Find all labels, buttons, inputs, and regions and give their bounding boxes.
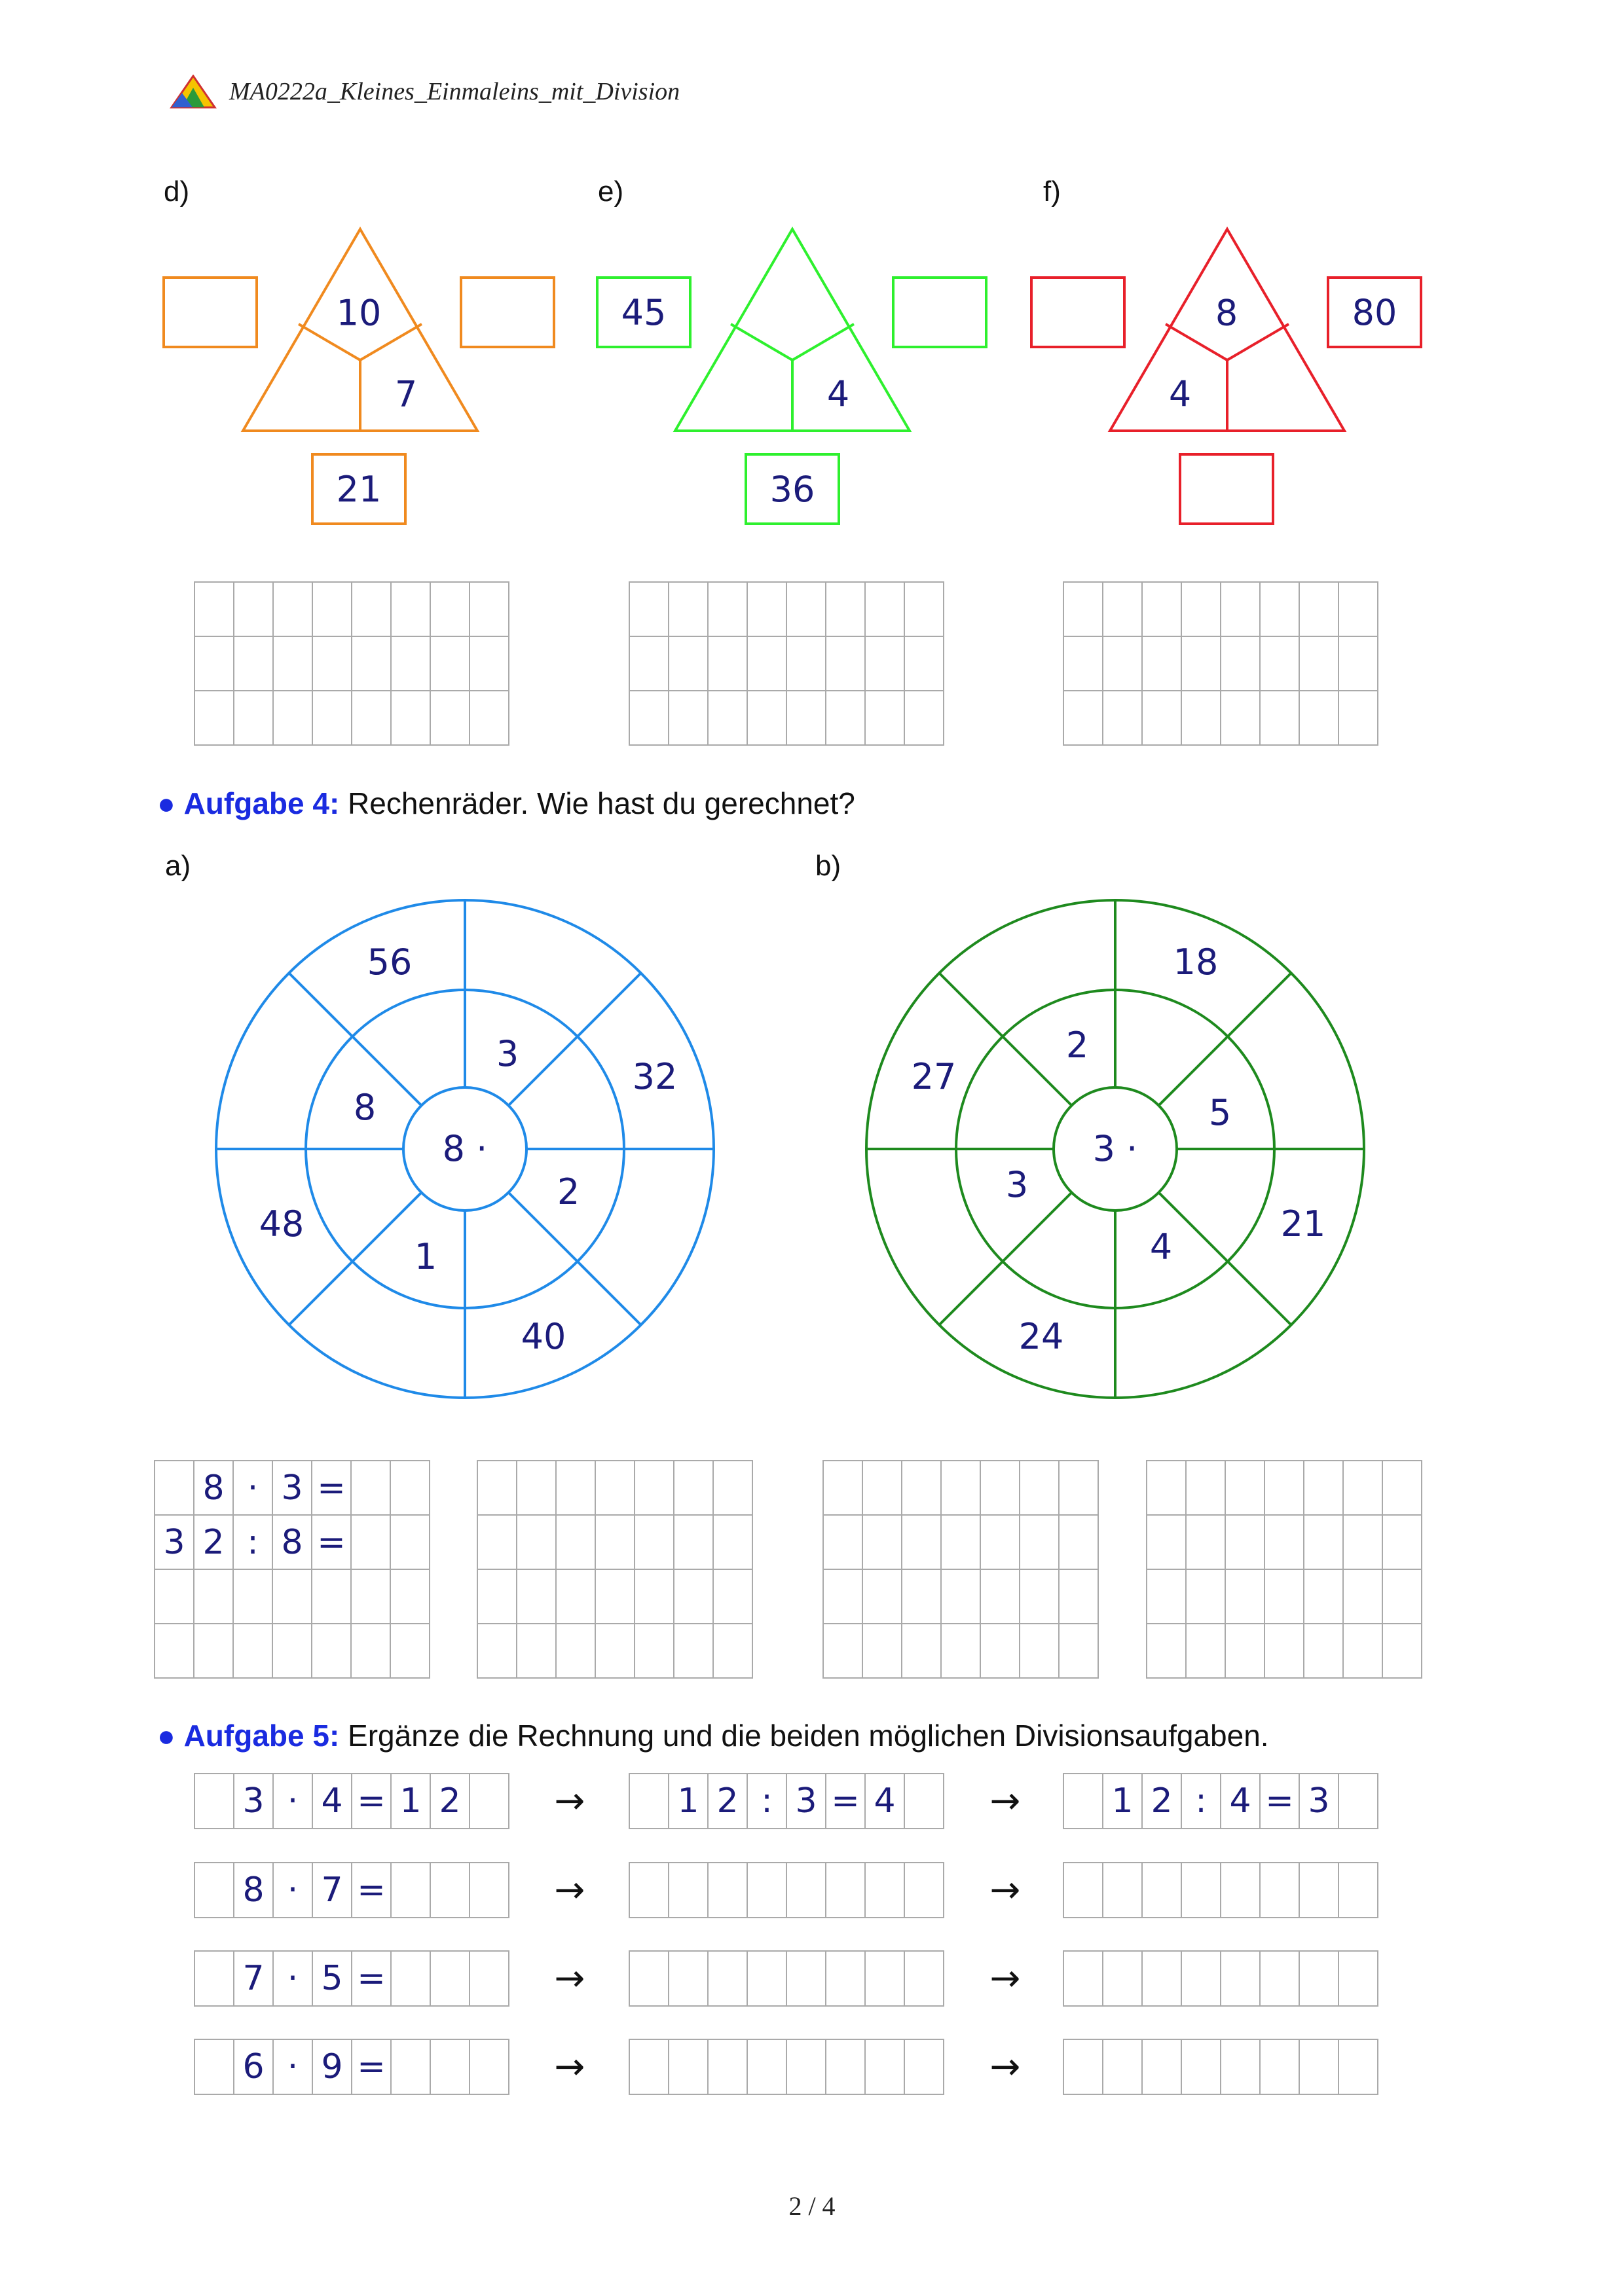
wheel-a-inner-0: 3 <box>496 1033 519 1074</box>
task5-cell[interactable] <box>747 1951 786 2006</box>
task5-cell[interactable] <box>629 1951 669 2006</box>
task5-cell[interactable] <box>669 2039 708 2094</box>
task5-cell[interactable]: = <box>1260 1774 1299 1829</box>
arrow-icon: → <box>554 2045 585 2088</box>
task5-cell[interactable]: 8 <box>234 1863 273 1918</box>
wheel-a-inner-2: 1 <box>414 1236 437 1277</box>
task5-cell[interactable] <box>1221 2039 1260 2094</box>
task5-cell[interactable] <box>786 1863 826 1918</box>
wheel-b-outer-0: 18 <box>1173 941 1219 983</box>
task5-cell[interactable] <box>1181 2039 1221 2094</box>
task5-cell[interactable]: 4 <box>865 1774 904 1829</box>
task5-cell[interactable] <box>1142 1951 1181 2006</box>
answer-grid-d[interactable] <box>194 581 509 746</box>
task5-bullet: ● <box>157 1719 175 1753</box>
task5-cell[interactable]: · <box>273 1951 312 2006</box>
task5-cell[interactable] <box>470 1863 509 1918</box>
task5-cell[interactable] <box>194 1951 234 2006</box>
box-d-left[interactable] <box>162 276 258 348</box>
box-e-left[interactable]: 45 <box>596 276 692 348</box>
task5-row-3-div2[interactable] <box>1063 2039 1378 2095</box>
wheel-a-outer-2: 48 <box>259 1203 304 1245</box>
task5-cell[interactable] <box>747 1863 786 1918</box>
task5-cell[interactable] <box>669 1863 708 1918</box>
task5-cell[interactable] <box>747 2039 786 2094</box>
task4-text: Rechenräder. Wie hast du gerechnet? <box>348 786 855 820</box>
task5-cell[interactable] <box>1221 1863 1260 1918</box>
label-d: d) <box>164 175 190 208</box>
wheel-a-inner-1: 2 <box>557 1171 580 1212</box>
box-d-bottom[interactable]: 21 <box>311 453 407 525</box>
answer-grid-e[interactable] <box>629 581 944 746</box>
task5-cell[interactable]: : <box>747 1774 786 1829</box>
task5-cell[interactable] <box>708 1951 747 2006</box>
wheel-b-inner-3: 3 <box>1005 1164 1029 1205</box>
task5-cell[interactable] <box>1103 1951 1142 2006</box>
task5-cell[interactable]: = <box>352 2039 391 2094</box>
task5-cell[interactable]: 2 <box>1142 1774 1181 1829</box>
task5-cell[interactable]: 1 <box>1103 1774 1142 1829</box>
task4-grid-2[interactable] <box>477 1460 753 1679</box>
task5-cell[interactable] <box>430 2039 470 2094</box>
task5-cell[interactable]: 1 <box>391 1774 430 1829</box>
task5-cell[interactable]: = <box>826 1774 865 1829</box>
label-wheel-a: a) <box>165 850 191 882</box>
arrow-icon: → <box>989 2045 1021 2088</box>
task5-cell[interactable]: 4 <box>1221 1774 1260 1829</box>
task5-cell[interactable] <box>1338 1863 1378 1918</box>
task5-cell[interactable] <box>1221 1951 1260 2006</box>
task5-cell[interactable] <box>1103 2039 1142 2094</box>
task5-cell[interactable]: · <box>273 2039 312 2094</box>
label-wheel-b: b) <box>815 850 841 882</box>
task5-cell[interactable] <box>1260 1863 1299 1918</box>
arrow-icon: → <box>554 1779 585 1823</box>
triangle-e-bottom-right: 4 <box>826 373 850 415</box>
task5-cell[interactable] <box>1181 1863 1221 1918</box>
task5-cell[interactable] <box>1142 1863 1181 1918</box>
task5-cell[interactable] <box>629 1774 669 1829</box>
wheel-b-center: 3 · <box>1092 1128 1138 1169</box>
task5-cell[interactable] <box>1338 1774 1378 1829</box>
task5-cell[interactable]: 1 <box>669 1774 708 1829</box>
task5-cell[interactable] <box>904 1774 944 1829</box>
triangle-f-top: 8 <box>1215 292 1238 334</box>
task5-cell[interactable] <box>708 1863 747 1918</box>
task4-title: Aufgabe 4: <box>183 786 340 820</box>
task5-cell[interactable] <box>430 1951 470 2006</box>
task5-row-0-mult[interactable] <box>194 1773 509 1829</box>
task5-cell[interactable] <box>1260 1951 1299 2006</box>
task5-cell[interactable] <box>865 1951 904 2006</box>
task5-cell[interactable] <box>1063 1774 1103 1829</box>
box-f-right[interactable]: 80 <box>1327 276 1422 348</box>
task5-cell[interactable] <box>1338 1951 1378 2006</box>
task5-cell[interactable] <box>786 2039 826 2094</box>
box-f-bottom[interactable] <box>1179 453 1274 525</box>
task5-cell[interactable]: 3 <box>786 1774 826 1829</box>
arrow-icon: → <box>554 1957 585 2000</box>
task5-cell[interactable] <box>826 1863 865 1918</box>
task5-cell[interactable] <box>1299 1863 1338 1918</box>
task5-row-2-mult[interactable] <box>194 1950 509 2007</box>
task5-cell[interactable] <box>1181 1951 1221 2006</box>
task5-cell[interactable]: 2 <box>708 1774 747 1829</box>
task5-row-1-mult[interactable] <box>194 1862 509 1918</box>
wheel-b-inner-1: 5 <box>1208 1092 1232 1133</box>
task5-cell[interactable] <box>904 1863 944 1918</box>
task5-cell[interactable] <box>470 1774 509 1829</box>
task4-grid-1[interactable]: 8 · 3 = 3 2 : 8 = <box>154 1460 430 1679</box>
arrow-icon: → <box>554 1868 585 1912</box>
task5-row-1-div1[interactable] <box>629 1862 944 1918</box>
wheel-a-outer-1: 40 <box>521 1316 566 1357</box>
task5-cell[interactable] <box>708 2039 747 2094</box>
task5-cell[interactable]: 4 <box>312 1774 352 1829</box>
wheel-b <box>863 897 1367 1401</box>
task5-row-3-mult[interactable] <box>194 2039 509 2095</box>
task5-cell[interactable] <box>865 2039 904 2094</box>
arrow-icon: → <box>989 1868 1021 1912</box>
wheel-a-outer-0: 32 <box>632 1056 678 1097</box>
task5-cell[interactable]: 3 <box>1299 1774 1338 1829</box>
task5-cell[interactable]: 7 <box>234 1951 273 2006</box>
task5-cell[interactable] <box>1299 1951 1338 2006</box>
wheel-b-outer-3: 27 <box>911 1056 957 1097</box>
task4-bullet: ● <box>157 786 175 820</box>
task5-cell[interactable]: 5 <box>312 1951 352 2006</box>
task5-cell[interactable]: 9 <box>312 2039 352 2094</box>
triangle-d-top: 10 <box>336 292 382 334</box>
wheel-b-outer-1: 21 <box>1280 1203 1326 1245</box>
task5-cell[interactable]: = <box>352 1951 391 2006</box>
task5-heading <box>157 1718 1269 1753</box>
task5-cell[interactable] <box>470 1951 509 2006</box>
task5-row-0-div2[interactable] <box>1063 1773 1378 1829</box>
task5-cell[interactable] <box>786 1951 826 2006</box>
task5-row-3-div1[interactable] <box>629 2039 944 2095</box>
task5-text: Ergänze die Rechnung und die beiden möglichen Divisionsaufgaben. <box>348 1719 1269 1753</box>
task5-row-0-div1[interactable] <box>629 1773 944 1829</box>
task5-cell[interactable] <box>194 1774 234 1829</box>
wheel-a-outer-3: 56 <box>367 941 413 983</box>
task5-cell[interactable] <box>430 1863 470 1918</box>
task5-cell[interactable]: 6 <box>234 2039 273 2094</box>
task5-cell[interactable] <box>391 1951 430 2006</box>
task5-cell[interactable] <box>194 2039 234 2094</box>
task5-cell[interactable]: = <box>352 1863 391 1918</box>
task5-cell[interactable] <box>629 1863 669 1918</box>
wheel-a-inner-3: 8 <box>353 1087 377 1128</box>
triangle-e-shape <box>668 223 917 439</box>
task5-cell[interactable] <box>1103 1863 1142 1918</box>
task5-row-2-div2[interactable] <box>1063 1950 1378 2007</box>
task4-grid-4[interactable] <box>1146 1460 1422 1679</box>
label-f: f) <box>1043 175 1061 208</box>
task5-title: Aufgabe 5: <box>183 1719 340 1753</box>
triangle-d-bottom-right: 7 <box>394 373 418 415</box>
task5-row-2-div1[interactable] <box>629 1950 944 2007</box>
task5-cell[interactable]: 7 <box>312 1863 352 1918</box>
task5-cell[interactable] <box>826 1951 865 2006</box>
task5-cell[interactable] <box>470 2039 509 2094</box>
task5-cell[interactable] <box>629 2039 669 2094</box>
triangle-f-bottom-left: 4 <box>1168 373 1192 415</box>
task5-cell[interactable] <box>904 2039 944 2094</box>
page-header-title: MA0222a_Kleines_Einmaleins_mit_Division <box>229 78 680 105</box>
task5-cell[interactable] <box>1338 2039 1378 2094</box>
task5-row-1-div2[interactable] <box>1063 1862 1378 1918</box>
task5-cell[interactable]: : <box>1181 1774 1221 1829</box>
task5-cell[interactable] <box>904 1951 944 2006</box>
task5-cell[interactable]: · <box>273 1774 312 1829</box>
task5-cell[interactable] <box>1063 1863 1103 1918</box>
wheel-b-outer-2: 24 <box>1018 1316 1064 1357</box>
box-e-right[interactable] <box>892 276 987 348</box>
task5-cell[interactable] <box>1142 2039 1181 2094</box>
logo-icon <box>169 75 217 110</box>
task4-grid-3[interactable] <box>822 1460 1099 1679</box>
task5-cell[interactable]: 3 <box>234 1774 273 1829</box>
task5-cell[interactable]: · <box>273 1863 312 1918</box>
task5-cell[interactable]: 2 <box>430 1774 470 1829</box>
task5-cell[interactable] <box>391 2039 430 2094</box>
box-d-right[interactable] <box>460 276 555 348</box>
answer-grid-f[interactable] <box>1063 581 1378 746</box>
task5-cell[interactable] <box>669 1951 708 2006</box>
arrow-icon: → <box>989 1957 1021 2000</box>
wheel-a-center: 8 · <box>442 1128 488 1169</box>
task5-cell[interactable] <box>1299 2039 1338 2094</box>
task5-cell[interactable] <box>865 1863 904 1918</box>
task5-cell[interactable] <box>391 1863 430 1918</box>
task5-cell[interactable]: = <box>352 1774 391 1829</box>
task5-cell[interactable] <box>1063 1951 1103 2006</box>
label-e: e) <box>598 175 624 208</box>
wheel-b-inner-0: 2 <box>1065 1025 1089 1066</box>
box-e-bottom[interactable]: 36 <box>745 453 840 525</box>
task5-cell[interactable] <box>1063 2039 1103 2094</box>
wheel-a <box>213 897 717 1401</box>
page-number: 2 / 4 <box>788 2191 836 2221</box>
box-f-left[interactable] <box>1030 276 1126 348</box>
wheel-b-inner-2: 4 <box>1149 1226 1173 1267</box>
arrow-icon: → <box>989 1779 1021 1823</box>
task5-cell[interactable] <box>194 1863 234 1918</box>
task4-heading <box>157 786 855 821</box>
task5-cell[interactable] <box>1260 2039 1299 2094</box>
task5-cell[interactable] <box>826 2039 865 2094</box>
